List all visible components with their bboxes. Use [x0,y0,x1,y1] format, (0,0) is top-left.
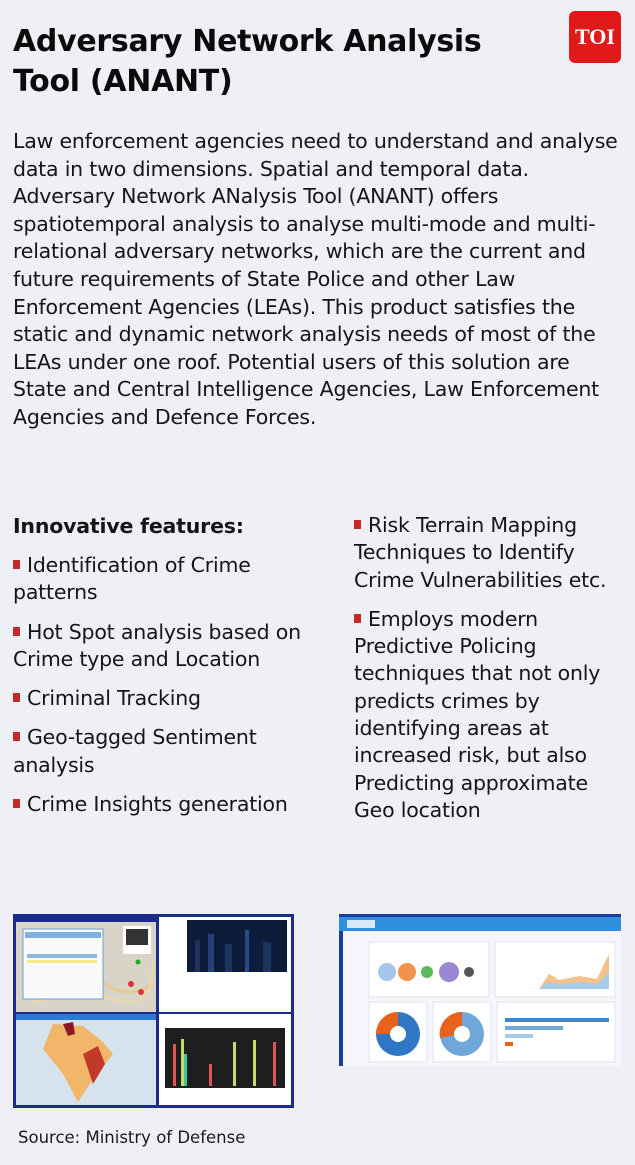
feature-item: Crime Insights generation [13,791,313,818]
feature-item: Identification of Crime patterns [13,553,251,605]
features-heading: Innovative features: [13,514,244,538]
features-right-column [354,512,629,836]
square-bullet-icon [354,520,361,529]
square-bullet-icon [354,614,361,623]
anant-dashboard-screenshot [13,914,294,1108]
square-bullet-icon [13,732,20,741]
feature-item: Geo-tagged Sentiment analysis [13,725,257,777]
square-bullet-icon [13,560,20,569]
feature-item: Employs modern Predictive Policing techniques that not only predicts crimes by identifying areas at increased risk, but also Predicting approximate Geo location [354,606,601,822]
feature-item: Hot Spot analysis based on Crime type and Location [13,619,301,671]
square-bullet-icon [13,693,20,702]
source-caption: Source: Ministry of Defense [18,1128,246,1147]
square-bullet-icon [13,627,20,636]
feature-item: Risk Terrain Mapping Techniques to Identify Crime Vulnerabilities etc. [354,513,607,592]
page-title: Adversary Network Analysis Tool (ANANT) [13,24,482,99]
betat-dashboard-screenshot [339,914,621,1066]
toi-logo: TOI [569,11,621,63]
square-bullet-icon [13,799,20,808]
intro-paragraph: Law enforcement agencies need to understand and analyse data in two dimensions. Spatial and temporal data. Adversary Network ANalysis Tool (ANANT) offers spatiotemporal analysis to analyse multi-mode and multi-relational adversary networks, which are the current and future requirements of State Police and other Law Enforcement Agencies (LEAs). This product satisfies the static and dynamic network analysis needs of most of the LEAs under one roof. Potential users of this solution are State and Central Intelligence Agencies, Law Enforcement Agencies and Defence Forces. [13,129,618,429]
features-left-column [13,512,313,830]
feature-item: Criminal Tracking [13,685,313,712]
